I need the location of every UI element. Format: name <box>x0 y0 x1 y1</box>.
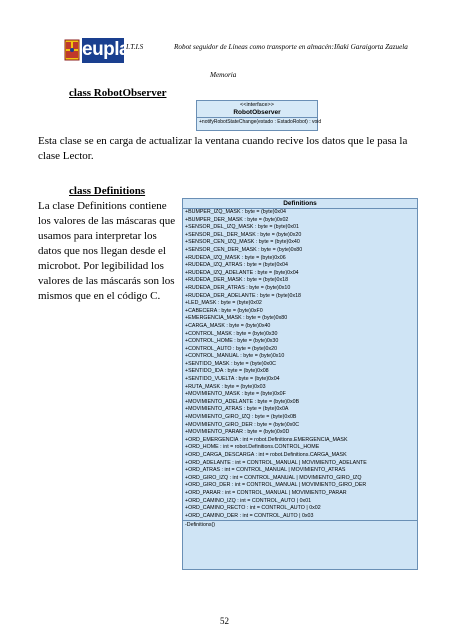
uml-attribute: +MOVIMIENTO_GIRO_IZQ : byte = (byte)0x0B <box>185 414 297 421</box>
uml-method: +notifyRobotStateChange(estado : EstadoRobot) : void <box>199 119 322 125</box>
uml-attribute: +ORD_GIRO_IZQ : int = CONTROL_MANUAL | MOVIMIENTO_GIRO_IZQ <box>185 474 362 481</box>
uml-attribute: +BUMPER_DER_MASK : byte = (byte)0x02 <box>185 216 289 223</box>
uml-attribute: +ORD_CARGA_DESCARGA : int = robot.Definitions.CARGA_MASK <box>185 452 347 458</box>
uml-attribute: +RUDEDA_IZQ_ADELANTE : byte = (byte)0x04 <box>185 269 299 276</box>
uml-attribute: +RUDEDA_IZQ_MASK : byte = (byte)0x06 <box>185 254 286 261</box>
logo-wordmark: eupla <box>82 38 124 63</box>
uml-attribute: +MOVIMIENTO_MASK : byte = (byte)0x0F <box>185 391 286 398</box>
uml-attribute: +ORD_EMERGENCIA : int = robot.Definitions.EMERGENCIA_MASK <box>185 436 348 443</box>
uml-attribute: +CONTROL_AUTO : byte = (byte)0x20 <box>185 345 278 352</box>
uml-attribute: +LED_MASK : byte = (byte)0x02 <box>185 300 262 307</box>
uml-attribute: +ORD_PARAR : int = CONTROL_MANUAL | MOVIMIENTO_PARAR <box>185 489 347 496</box>
uml-attribute: +ORD_GIRO_DER : int = CONTROL_MANUAL | MOVIMIENTO_GIRO_DER <box>185 482 367 489</box>
definitions-uml-box <box>182 198 418 570</box>
uml-attribute: +ORD_CAMINO_DER : int = CONTROL_AUTO | 0x03 <box>185 512 314 519</box>
uml-attribute: +SENTIDO_VUELTA : byte = (byte)0x04 <box>185 376 280 383</box>
uml-attribute: +RUDEDA_DER_MASK : byte = (byte)0x18 <box>185 277 289 284</box>
uml-class-name: RobotObserver <box>233 109 281 116</box>
uml-attribute: +EMERGENCIA_MASK : byte = (byte)0x80 <box>185 315 288 322</box>
university-emblem-icon <box>64 39 80 61</box>
uml-attribute: +ORD_ATRAS : int = CONTROL_MANUAL | MOVIMIENTO_ATRAS <box>185 467 346 474</box>
robot-observer-paragraph: Esta clase se en carga de actualizar la ventana cuando recive los datos que le pasa la clase Lector. <box>38 135 408 162</box>
uml-attribute: +SENSOR_CEN_IZQ_MASK : byte = (byte)0x40 <box>185 239 300 246</box>
uml-attribute: +CABECERA : byte = (byte)0xF0 <box>185 307 263 314</box>
uml-attribute: +MOVIMIENTO_ATRAS : byte = (byte)0x0A <box>185 406 289 413</box>
paragraph-line: valores de las máscarás son los <box>38 275 175 287</box>
uml-attribute: +ORD_HOME : int = robot.Definitions.CONTROL_HOME <box>185 444 320 451</box>
uml-attribute: +SENTIDO_MASK : byte = (byte)0x0C <box>185 360 276 367</box>
definitions-heading: class Definitions <box>69 185 146 197</box>
paragraph-line: microbot. Por legibilidad los <box>38 260 164 272</box>
header-project-title: Robot seguidor de Líneas como transporte en almacén: <box>174 43 334 51</box>
robot-observer-uml-box <box>196 100 322 131</box>
uml-attribute-list <box>183 209 417 520</box>
eupla-logo <box>64 38 130 63</box>
header-school: I.T.I.S <box>126 43 144 51</box>
uml-attribute: +CONTROL_MANUAL : byte = (byte)0x10 <box>185 353 285 360</box>
uml-operation: -Definitions() <box>185 522 216 529</box>
uml-attribute: +SENSOR_DEL_IZQ_MASK : byte = (byte)0x01 <box>185 224 299 231</box>
uml-attribute: +RUDEDA_DER_ATRAS : byte = (byte)0x10 <box>185 284 291 291</box>
paragraph-line: La clase Definitions contiene <box>38 200 167 212</box>
uml-attribute: +CONTROL_MASK : byte = (byte)0x30 <box>185 330 278 337</box>
uml-attribute: +BUMPER_IZQ_MASK : byte = (byte)0x04 <box>185 209 286 215</box>
uml-attribute: +ORD_CAMINO_RECTO : int = CONTROL_AUTO | 0x02 <box>185 505 321 512</box>
uml-attribute: +MOVIMIENTO_PARAR : byte = (byte)0x0D <box>185 429 290 436</box>
header-author: Iñaki Garaigorta Zazuela <box>334 43 408 51</box>
uml-attribute: +RUDEDA_IZQ_ATRAS : byte = (byte)0x04 <box>185 262 288 269</box>
uml-attribute: +RUTA_MASK : byte = (byte)0x03 <box>185 383 266 390</box>
uml-stereotype: <<interface>> <box>240 102 274 108</box>
uml-operation-list <box>183 520 417 529</box>
uml-attribute: +CARGA_MASK : byte = (byte)0x40 <box>185 322 271 329</box>
uml-attribute: +ORD_CAMINO_IZQ : int = CONTROL_AUTO | 0x01 <box>185 497 312 504</box>
uml-attribute: +SENSOR_CEN_DER_MASK : byte = (byte)0x80 <box>185 246 303 253</box>
uml-attribute: +ORD_ADELANTE : int = CONTROL_MANUAL | MOVIMIENTO_ADELANTE <box>185 459 367 466</box>
uml-attribute: +MOVIMIENTO_GIRO_DER : byte = (byte)0x0C <box>185 421 300 428</box>
paragraph-line: usamos para interpretar los <box>38 230 157 242</box>
uml-attribute: +CONTROL_HOME : byte = (byte)0x30 <box>185 338 279 345</box>
paragraph-line: mismos que en el código C. <box>38 290 161 302</box>
robot-observer-heading: class RobotObserver <box>69 87 167 99</box>
definitions-paragraph <box>38 199 178 304</box>
header-subtitle: Memoria <box>210 71 237 79</box>
paragraph-line: los valores de las máscaras que <box>38 215 176 227</box>
uml-class-name: Definitions <box>183 199 417 209</box>
page-number: 52 <box>220 616 229 626</box>
uml-attribute: +RUDEDA_DER_ADELANTE : byte = (byte)0x18 <box>185 292 301 299</box>
uml-attribute: +SENSOR_DEL_DER_MASK : byte = (byte)0x20 <box>185 231 302 238</box>
uml-attribute: +MOVIMIENTO_ADELANTE : byte = (byte)0x0B <box>185 398 300 405</box>
uml-attribute: +SENTIDO_IDA : byte = (byte)0x08 <box>185 368 269 375</box>
paragraph-line: datos que nos llegan desde el <box>38 245 166 257</box>
